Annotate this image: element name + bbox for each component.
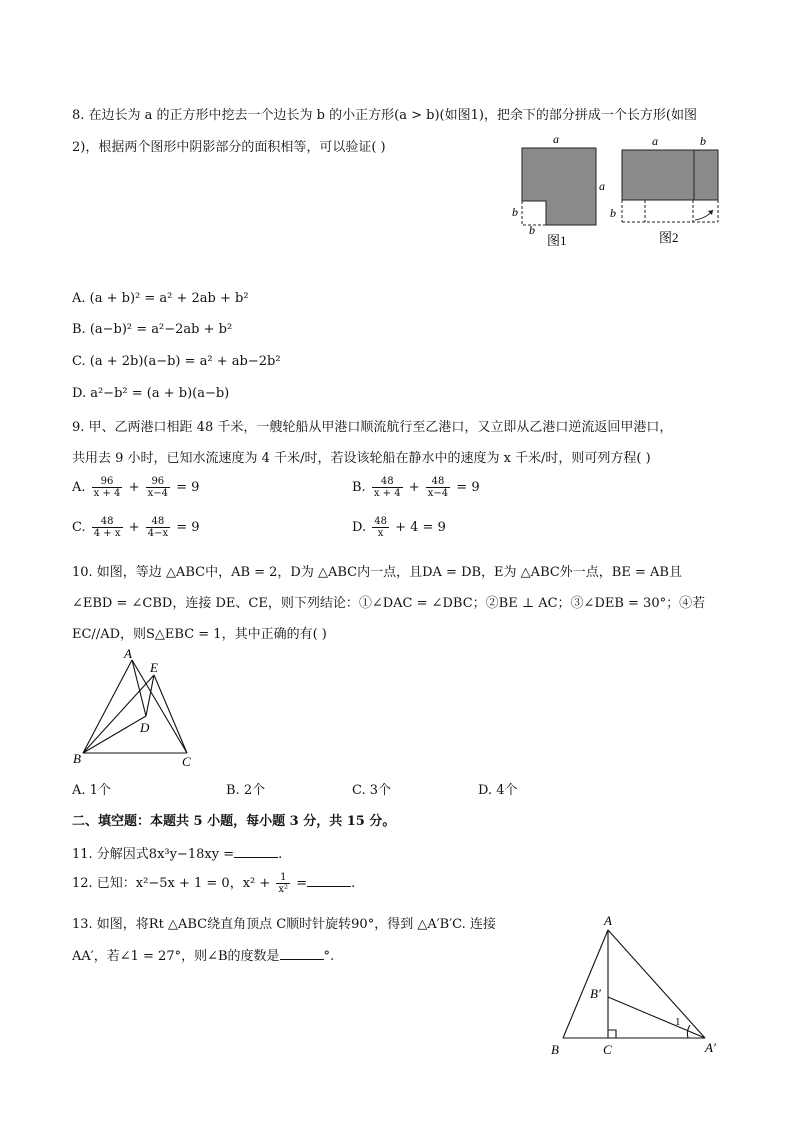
q8-fig1-label-a-side: a bbox=[599, 179, 605, 193]
q11: 11. 分解因式8x³y−18xy = . bbox=[72, 847, 283, 862]
q12: 12. 已知：x²−5x + 1 = 0，x² + $\frac{1}{\text{x²}}$ = . bbox=[72, 872, 356, 895]
q8-fig1-shaded-region bbox=[522, 148, 596, 225]
q9-option-d: D. $\frac{48}{x}$ + 4 = 9 bbox=[352, 516, 446, 539]
q8-fig1-label-b-side: b bbox=[512, 205, 518, 219]
q8-option-a: A. (a + b)² = a² + 2ab + b² bbox=[72, 291, 249, 306]
q8-option-c: C. (a + 2b)(a−b) = a² + ab−2b² bbox=[72, 354, 281, 369]
q8-option-b: B. (a−b)² = a²−2ab + b² bbox=[72, 322, 233, 337]
q10-line3: EC//AD，则S△EBC = 1，其中正确的有( ) bbox=[72, 627, 327, 642]
q8-fig1-removed-square bbox=[522, 201, 546, 225]
q10-option-d: D. 4个 bbox=[478, 783, 518, 798]
q8-fig2-label-b-side: b bbox=[610, 206, 616, 220]
q8-fig2-label-b-top: b bbox=[700, 134, 706, 148]
q8-figure2 bbox=[610, 134, 718, 245]
q13-figure bbox=[540, 912, 730, 1062]
q9-line1: 9. 甲、乙两港口相距 48 千米，一艘轮船从甲港口顺流航行至乙港口，又立即从乙港口逆流返回甲港口， bbox=[72, 420, 673, 435]
q8-fig2-label-a: a bbox=[652, 134, 658, 148]
q10-line1: 10. 如图，等边 △ABC中，AB = 2，D为 △ABC内一点，且DA = DB，E为 △ABC外一点，BE = AB且 bbox=[72, 565, 682, 580]
q10-label-e: E bbox=[150, 660, 158, 675]
q11-answer-blank bbox=[234, 845, 278, 858]
q13-label-angle: 1 bbox=[675, 1016, 681, 1028]
q8-figure1 bbox=[512, 132, 605, 248]
q10-label-b: B bbox=[73, 751, 81, 766]
q10-option-c: C. 3个 bbox=[352, 783, 392, 798]
q9-option-b: B. $\frac{48}{x + 4}$ + $\frac{48}{x-4}$ = 9 bbox=[352, 476, 480, 499]
q10-label-d: D bbox=[140, 720, 150, 735]
q8-fig2-caption: 图2 bbox=[659, 230, 679, 245]
q8-figures bbox=[505, 128, 730, 253]
q10-label-a: A bbox=[124, 646, 132, 661]
q13-line2: AA′，若∠1 = 27°，则∠B的度数是 °. bbox=[72, 949, 335, 964]
q13-answer-blank bbox=[280, 947, 324, 960]
q8-fig2-shaded-rect bbox=[622, 150, 718, 200]
q8-line2: 2)，根据两个图形中阴影部分的面积相等，可以验证( ) bbox=[72, 140, 386, 155]
q13-label-a-prime: A′ bbox=[705, 1040, 716, 1055]
section2-heading: 二、填空题：本题共 5 小题，每小题 3 分，共 15 分。 bbox=[72, 814, 396, 829]
q8-fig1-label-a-top: a bbox=[553, 132, 559, 146]
q13-label-a: A bbox=[604, 913, 612, 928]
q10-option-b: B. 2个 bbox=[226, 783, 266, 798]
q10-figure bbox=[66, 645, 206, 770]
q13-label-b-prime: B′ bbox=[590, 986, 601, 1001]
q9-option-a: A. $\frac{96}{x + 4}$ + $\frac{96}{x-4}$ = 9 bbox=[72, 476, 200, 499]
q8-line1: 8. 在边长为 a 的正方形中挖去一个边长为 b 的小正方形(a > b)(如图1)，把余下的部分拼成一个长方形(如图 bbox=[72, 108, 697, 123]
q8-fig1-label-b-bottom: b bbox=[529, 223, 535, 237]
q8-option-d: D. a²−b² = (a + b)(a−b) bbox=[72, 386, 230, 401]
q13-label-b: B bbox=[551, 1042, 559, 1057]
q10-line2: ∠EBD = ∠CBD，连接 DE、CE，则下列结论：①∠DAC = ∠DBC；②BE ⊥ AC；③∠DEB = 30°；④若 bbox=[72, 596, 706, 611]
q13-label-c: C bbox=[603, 1042, 612, 1057]
q10-option-a: A. 1个 bbox=[72, 783, 111, 798]
q8-fig1-caption: 图1 bbox=[547, 233, 567, 248]
q10-label-c: C bbox=[182, 754, 191, 769]
q9-line2: 共用去 9 小时，已知水流速度为 4 千米/时，若设该轮船在静水中的速度为 x 千米/时，则可列方程( ) bbox=[72, 451, 651, 466]
q13-line1: 13. 如图，将Rt △ABC绕直角顶点 C顺时针旋转90°，得到 △A′B′C. 连接 bbox=[72, 917, 496, 932]
q12-answer-blank bbox=[307, 874, 351, 887]
q9-option-c: C. $\frac{48}{4 + x}$ + $\frac{48}{4-x}$ = 9 bbox=[72, 516, 200, 539]
